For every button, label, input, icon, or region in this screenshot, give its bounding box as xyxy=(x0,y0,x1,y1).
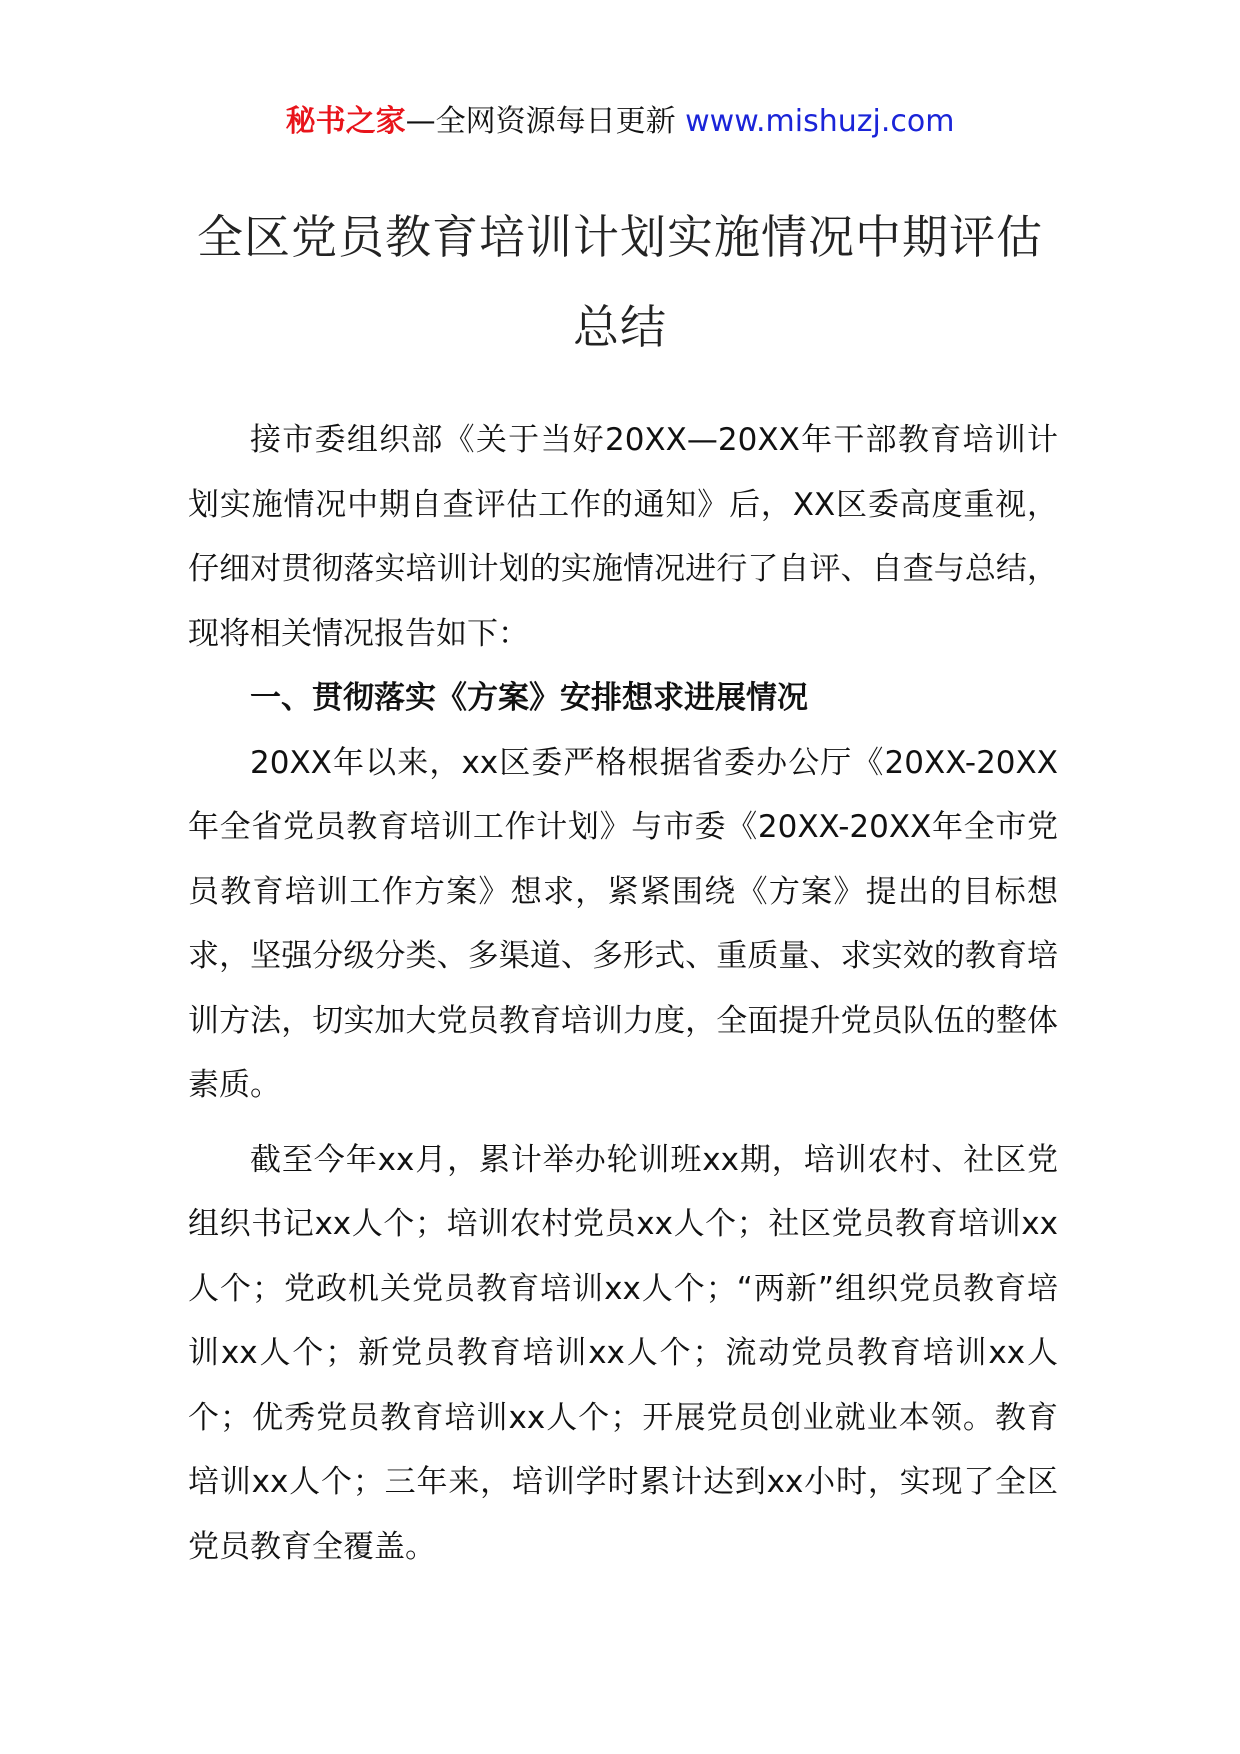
brand-name: 秘书之家 xyxy=(285,104,406,139)
site-url-link[interactable]: www.mishuzj.com xyxy=(685,104,955,139)
site-header xyxy=(0,100,1240,144)
document-title: 全区党员教育培训计划实施情况中期评估总结 xyxy=(197,210,1043,354)
body-paragraph-1: 20XX年以来，xx区委严格根据省委办公厅《20XX-20XX年全省党员教育培训工作计划》与市委《20XX-20XX年全市党员教育培训工作方案》想求，紧紧围绕《方案》提出的目标想求，坚强分级分类、多渠道、多形式、重质量、求实效的教育培训方法，切实加大党员教育培训力度，全面提升党员队伍的整体素质。 xyxy=(188,744,1058,1103)
body-paragraph-2: 截至今年xx月，累计举办轮训班xx期，培训农村、社区党组织书记xx人个；培训农村党员xx人个；社区党员教育培训xx人个；党政机关党员教育培训xx人个；“两新”组织党员教育培训xx人个；新党员教育培训xx人个；流动党员教育培训xx人个；优秀党员教育培训xx人个；开展党员创业就业本领。教育培训xx人个；三年来，培训学时累计达到xx小时，实现了全区党员教育全覆盖。 xyxy=(188,1141,1058,1565)
header-tagline: —全网资源每日更新 xyxy=(405,104,676,139)
intro-paragraph: 接市委组织部《关于当好20XX—20XX年干部教育培训计划实施情况中期自查评估工作的通知》后，XX区委高度重视，仔细对贯彻落实培训计划的实施情况进行了自评、自查与总结，现将相关情况报告如下： xyxy=(188,422,1058,652)
section-heading: 一、贯彻落实《方案》安排想求进展情况 xyxy=(250,680,808,716)
document-body xyxy=(188,408,1058,1579)
